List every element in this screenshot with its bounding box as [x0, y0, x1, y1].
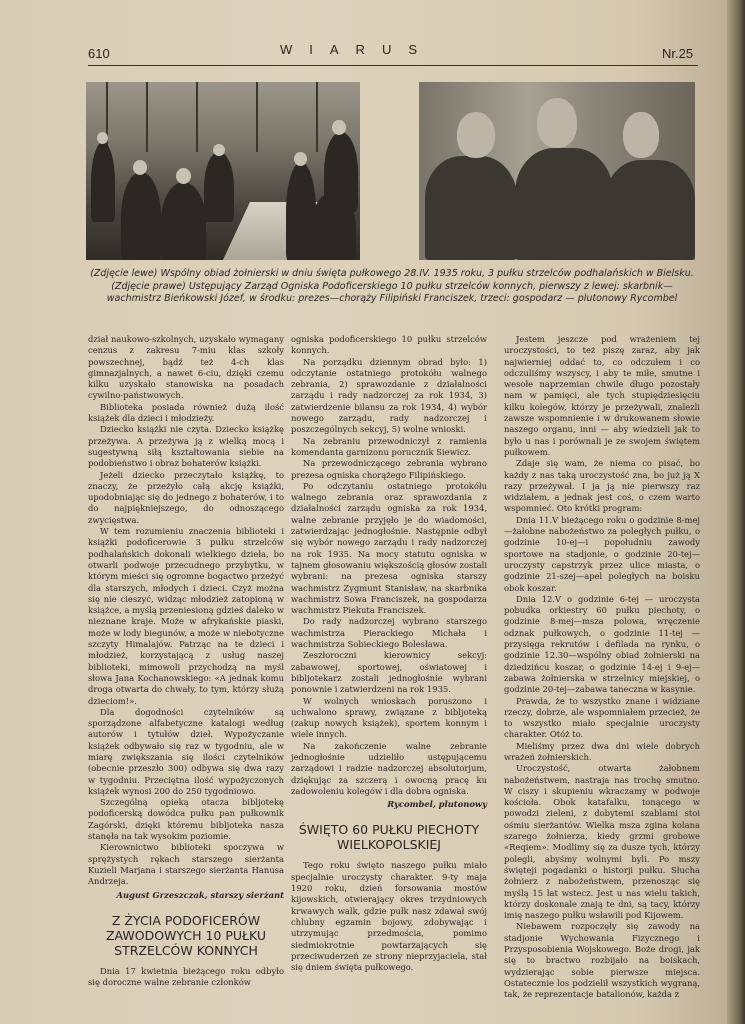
paragraph: Uroczystość, otwarta żałobnem nabożeństwem, nastraja nas trochę smutno. W ciszy i skupieniu wkraczamy w podwoje kościoła. Obok katafalku, tonącego w powodzi zieleni, z dobytemi szablami stoi ośmiu sierżantów. Wielka msza zgina kolana szarego żołnierza, kiedy grzmi grobowe «Reqiem». Modlimy się za dusze tych, którzy polegli, abyśmy wolnymi byli. Po mszy święteji pogadanki o historji pułku. Słucha żołnierz z nabożeństwem, przenosząc się myślą 15 lat wstecz. Jest u nas wielu takich, którzy doskonale znają te dni, są tacy, którzy imię naszego pułku wsławili pod Kijowem. [504, 763, 700, 921]
article-signature: August Grzeszczak, starszy sierżant [116, 889, 284, 900]
paragraph: Kierownictwo biblioteki spoczywa w sprężystych rękach starszego sierżanta Kuzieli Marjana i starszego sierżanta Hanusa Andrzeja. [88, 842, 284, 887]
paragraph: Jestem jeszcze pod wrażeniem tej uroczystości, to też piszę zaraz, aby jak najwierniej oddać to, co odczułem i co odczuliśmy wszyscy, i aby te miłe, smutne i wesołe naprzemian chwile długo pozostały nam w pamięci, ale tych stupiędziesięciu kilku kolegów, którzy je przeżywali, znalezli zawsze wspomnienie i w drukowanem słowie naszego organu, inni — aby wiedzieli jak to było u nas i porównali je ze swojem świętem pułkowem. [504, 334, 700, 457]
paragraph: Prawda, że to wszystko znane i widziane rzeczy, dobrze, ale wspomniałem przecież, że to wszystko miało specjalnie uroczysty charakter. Otóż to. [504, 695, 700, 740]
page-binding-shadow [727, 0, 745, 1024]
paragraph: Na porządku dziennym obrad było: 1) odczytanie ostatniego protokółu walnego zebrania, 2) sprawozdanie z działalności zarządu i rady nadzorczej za rok 1934, 3) zatwierdzenie bilansu za rok 1934, 4) wybór nowego zarządu, rady nadzorczej i poszczególnych sekcyj, 5) wolne wnioski. [291, 356, 487, 435]
paragraph: ogniska podoficerskiego 10 pułku strzelców konnych. [291, 334, 487, 356]
article-signature: Rycombel, plutonowy [387, 799, 487, 810]
column-2 [291, 334, 487, 973]
paragraph: Szczególną opieką otacza bibljotekę podoficerską dowódca pułku pan pułkownik Zagórski, dzięki któremu bibljoteka nasza stanęła na tak wysokim poziomie. [88, 797, 284, 842]
paragraph: Mieliśmy przez dwa dni wiele dobrych wrażeń żołnierskich. [504, 740, 700, 762]
paragraph: Zdaje się wam, że niema co pisać, bo każdy z nas taką uroczystość zna, bo już ją X razy przeżywał. I ja ją nie pierwszy raz widziałem, a jednak jest coś, o czem warto wspomnieć. Oto krótki program: [504, 458, 700, 514]
paragraph: Po odczytaniu ostatniego protokółu walnego zebrania oraz sprawozdania z działalności zarządu ogniska za rok 1934, walne zebranie przyjęło je do wiadomości, zatwierdzając jednogłośnie. Następnie odbył się wybór nowego zarządu i rady nadzorczej na rok 1935. Na mocy statutu ogniska w tajnem głosowaniu większością głosów zostali wybrani: na prezesa ogniska starszy wachmistrz Zygmunt Stanisław, na skarbnika wachmistrz Sowa Franciszek, na gospodarza wachmistrz Piekuta Franciszek. [291, 480, 487, 616]
paragraph: dział naukowo-szkolnych, uzyskało wymagany cenzus z zakresu 7-miu klas szkoły powszechnej, bądź też 4-ch klas gimnazjalnych, a nawet 6-ciu, dzięki czemu kilku uzyskało stanowiska na posadach cywilno-państwowych. [88, 334, 284, 401]
photo-caption: (Zdjęcie lewe) Wspólny obiad żołnierski w dniu święta pułkowego 28.IV. 1935 roku, 3 pułku strzelców podhalańskich w Bielsku. (Zdjęcie prawe) Ustępujący Zarząd Ogniska Podoficerskiego 10 pułku strzelców konnych, pierwszy z lewej: skarbnik—wachmistrz Bieńkowski Józef, w środku: prezes—chorąży Filipiński Franciszek, trzeci: gospodarz — plutonowy Rycombel [90, 268, 694, 304]
paragraph: Jeżeli dziecko przeczytało książkę, to znaczy, że przeżyło całą akcję książki, upodobniając się do jednego z bohaterów, i to do najpiękniejszego, do odnoszącego zwycięstwa. [88, 469, 284, 525]
header-rule [88, 65, 698, 66]
paragraph: Zeszłoroczni kierownicy sekcyj: zabawowej, sportowej, oświatowej i bibljotekarz zostali jednogłośnie wybrani ponownie i zatwierdzeni na rok 1935. [291, 650, 487, 695]
paragraph: W tem rozumieniu znaczenia biblioteki i książki podoficerowie 3 pułku strzelców podhalańskich dokonali wielkiego dzieła, bo otwarli podwoje przecudnego przybytku, w którym mieści się ogromne bogactwo przeżyć dla starszych, młodych i dzieci. Czyż można się nie cieszyć, widząc młodzież zatopioną w książce, a myślą przeniesioną gdzieś daleko w nieznane kraje. Może w afrykańskie piaski, może w lody biegunów, a może w niebotyczne szczyty Himalajów. Patrząc na te dzieci i młodzież, korzystającą z usług naszej biblioteki, mimowoli przychodzą na myśl słowa Jana Kochanowskiego: «A jednak komu droga otwarta do chwały, to tym, którzy służą dzieciom!». [88, 526, 284, 706]
photo-soldiers-dinner [86, 82, 360, 260]
column-3 [504, 334, 700, 1001]
paragraph: Tego roku święto naszego pułku miało specjalnie uroczysty charakter. 9-ty maja 1920 roku, dzień forsowania mostów kijowskich, otwierający okres trzydniowych krwawych walk, gdzie pułk nasz zdawał swój chlubny egzamin bojowy, zdobywając i utrzymując przedmościa, pomimo siedmiokrotnie powtarzających się przeciwuderzeń ze strony nieprzyjaciela, stał się dniem święta pułkowego. [291, 860, 487, 973]
paragraph: Na przewodniczącego zebrania wybrano prezesa ogniska chorążego Filipińskiego. [291, 458, 487, 480]
paragraph: Dnia 12.V o godzinie 6-tej — uroczysta pobudka orkiestry 60 pułku piechoty, o godzinie 8-mej—msza polowa, wręczenie odznak pułkowych, o godzinie 11-tej — przysięga rekrutów i defilada na rynku, o godzinie 12.30—wspólny obiad żołnierski na dziedzińcu koszar, o godzinie 14-ej i 9-ej—zabawa żołnierska w strzelnicy miejskiej, o godzinie 20-tej—zabawa taneczna w kasynie. [504, 593, 700, 695]
paragraph: Dnia 17 kwietnia bieżącego roku odbyło się doroczne walne zebranie członków [88, 965, 284, 988]
photo-three-officers [419, 82, 695, 260]
paragraph: Dla dogodności czytelników są sporządzone alfabetyczne katalogi według autorów i tytułów dzieł. Wypożyczanie książek odbywało się raz w tygodniu, ale w miarę zwiększania się ilości czytelników (obecnie przeszło 300) odbywa się dwa razy w tygodniu. Przeciętna ilość wypożyczonych książek wynosi 200 do 250 tygodniowo. [88, 706, 284, 796]
paragraph: Na zebraniu przewodniczył z ramienia komendanta garnizonu porucznik Siewicz. [291, 435, 487, 457]
paragraph: W wolnych wnioskach poruszono i uchwalono sprawy, związane z bibljoteką (zakup nowych książek), sportem konnym i wiele innych. [291, 695, 487, 740]
page-number: 610 [88, 46, 110, 61]
paragraph: Niebawem rozpoczęły się zawody na stadjonie Wychowania Fizycznego i Przysposobienia Wojskowego. Boże drogi, jak się to bractwo rozbijało na boiskach, wydzierając sobie pierwsze miejsca. Ostatecznie los podzielił wszystkich wygraną, tak, że reprezentacje batalionów, każda z [504, 921, 700, 1000]
section-heading: ŚWIĘTO 60 PUŁKU PIECHOTY WIELKOPOLSKIEJ [298, 822, 480, 853]
magazine-title: WIARUS [280, 42, 434, 57]
paragraph: Biblioteka posiada również dużą ilość książek dla dzieci i młodzieży. [88, 401, 284, 424]
paragraph: Do rady nadzorczej wybrano starszego wachmistrza Pierackiego Michała i wachmistrza Sobieckiego Bolesława. [291, 616, 487, 650]
column-1 [88, 334, 284, 988]
issue-number: Nr.25 [662, 46, 694, 61]
paragraph: Dziecko książki nie czyta. Dziecko książkę przeżywa. A przeżywa ją z wielką mocą i sugestywną siłą kształtowania siebie na podobieństwo i obraz bohaterów książki. [88, 424, 284, 469]
paragraph: Na zakończenie walne zebranie jednogłośnie udzieliło ustępującemu zarządowi i radzie nadzorczej absolutorjum, dziękując za szczerą i owocną pracę ku zadowoleniu kolegów i dla dobra ogniska. [291, 740, 487, 796]
paragraph: Dnia 11.V bieżącego roku o godzinie 8-mej—żałobne nabożeństwo za poległych pułku, o godzinie 10-ej—i popołudniu zawody sportowe na stadjonie, o godzinie 20-tej—uroczysty capstrzyk przez ulice miasta, o godzinie 21-szej—apel poległych na boisku obok koszar. [504, 514, 700, 593]
section-heading: Z ŻYCIA PODOFICERÓW ZAWODOWYCH 10 PUŁKU STRZELCÓW KONNYCH [105, 912, 267, 958]
